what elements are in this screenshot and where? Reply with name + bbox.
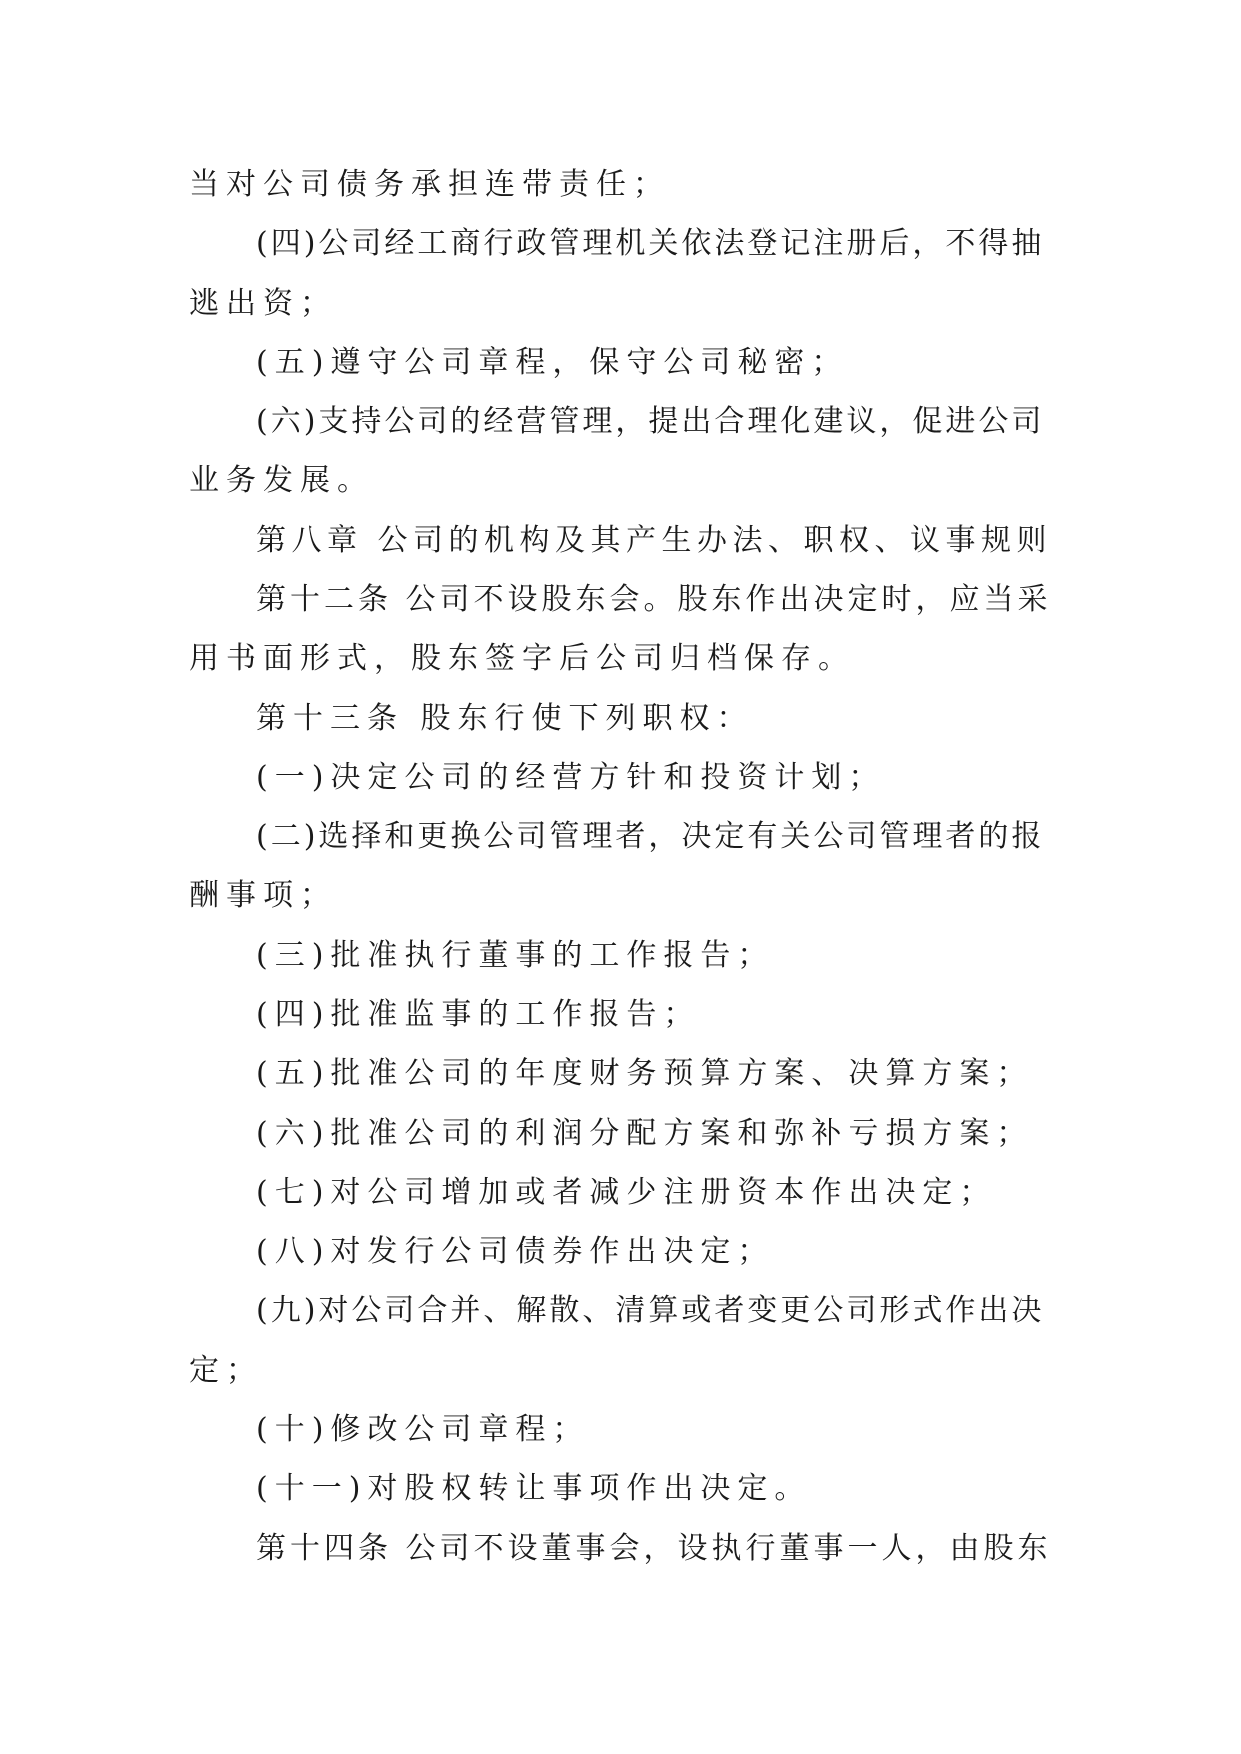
text-line: (八)对发行公司债券作出决定； bbox=[256, 1234, 775, 1269]
text-line: (二)选择和更换公司管理者，决定有关公司管理者的报 bbox=[256, 819, 1045, 854]
text-line: (十一)对股权转让事项作出决定。 bbox=[256, 1471, 812, 1506]
article-heading: 第十四条 公司不设董事会，设执行董事一人，由股东 bbox=[256, 1531, 1052, 1566]
article-heading: 第十三条 股东行使下列职权： bbox=[256, 701, 754, 736]
text-line: 当对公司债务承担连带责任； bbox=[189, 167, 670, 202]
text-line: (四)公司经工商行政管理机关依法登记注册后，不得抽 bbox=[256, 226, 1045, 261]
text-line: 定； bbox=[189, 1353, 263, 1388]
text-line: 用书面形式，股东签字后公司归档保存。 bbox=[189, 641, 855, 676]
article-heading: 第十二条 公司不设股东会。股东作出决定时，应当采 bbox=[256, 582, 1052, 617]
text-line: (四)批准监事的工作报告； bbox=[256, 997, 701, 1032]
text-line: (三)批准执行董事的工作报告； bbox=[256, 938, 775, 973]
text-line: (六)支持公司的经营管理，提出合理化建议，促进公司 bbox=[256, 404, 1045, 439]
text-line: (九)对公司合并、解散、清算或者变更公司形式作出决 bbox=[256, 1293, 1045, 1328]
text-line: (六)批准公司的利润分配方案和弥补亏损方案； bbox=[256, 1116, 1034, 1151]
text-line: (五)遵守公司章程，保守公司秘密； bbox=[256, 345, 849, 380]
text-line: (七)对公司增加或者减少注册资本作出决定； bbox=[256, 1175, 997, 1210]
text-line: 逃出资； bbox=[189, 286, 337, 321]
chapter-heading: 第八章 公司的机构及其产生办法、职权、议事规则 bbox=[256, 523, 1053, 558]
text-line: (十)修改公司章程； bbox=[256, 1412, 590, 1447]
text-line: (一)决定公司的经营方针和投资计划； bbox=[256, 760, 886, 795]
text-line: 业务发展。 bbox=[189, 463, 374, 498]
text-line: 酬事项； bbox=[189, 878, 337, 913]
text-line: (五)批准公司的年度财务预算方案、决算方案； bbox=[256, 1056, 1034, 1091]
